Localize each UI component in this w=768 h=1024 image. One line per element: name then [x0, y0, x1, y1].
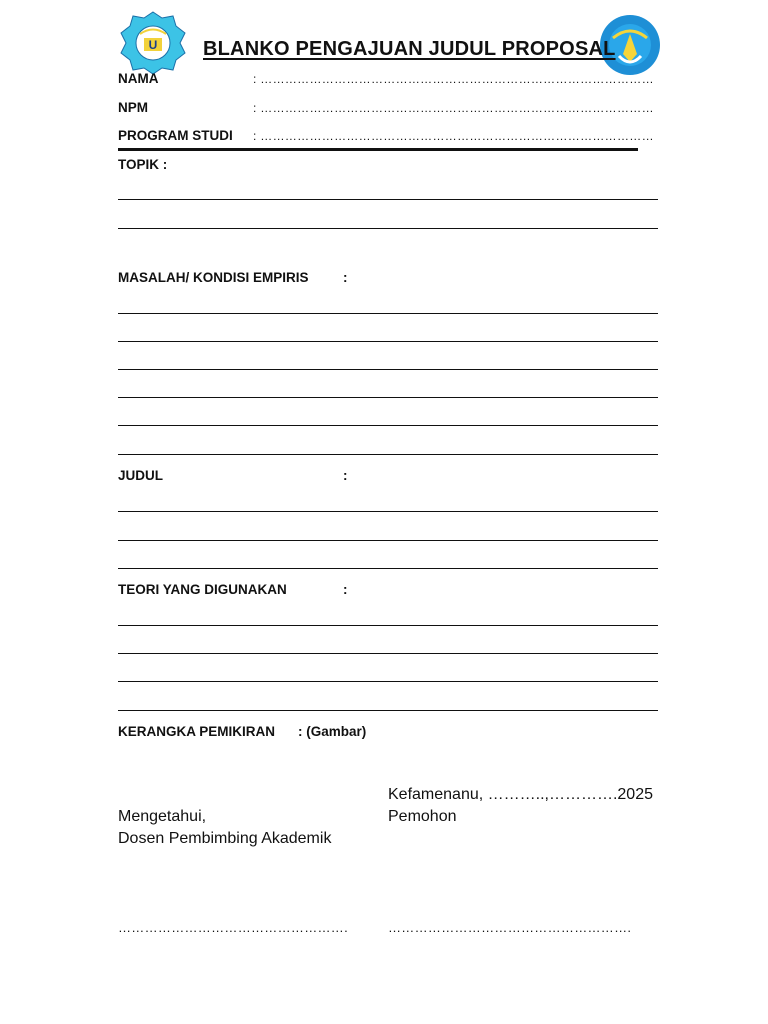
- place-date: Kefamenanu, ………..,………….2025: [388, 786, 653, 803]
- judul-line[interactable]: [118, 568, 658, 569]
- masalah-line[interactable]: [118, 313, 658, 314]
- pemohon-signature-line[interactable]: ……………………………………………….: [388, 920, 632, 935]
- program-studi-field[interactable]: : ……………………………………………………………………………………: [253, 129, 654, 143]
- topik-line[interactable]: [118, 199, 658, 200]
- judul-line[interactable]: [118, 540, 658, 541]
- teori-label: TEORI YANG DIGUNAKAN: [118, 582, 287, 597]
- masalah-line[interactable]: [118, 425, 658, 426]
- teori-line[interactable]: [118, 625, 658, 626]
- form-title: BLANKO PENGAJUAN JUDUL PROPOSAL: [203, 38, 616, 60]
- masalah-line[interactable]: [118, 397, 658, 398]
- masalah-colon: :: [343, 270, 348, 285]
- teori-colon: :: [343, 582, 348, 597]
- teori-line[interactable]: [118, 681, 658, 682]
- pemohon-label: Pemohon: [388, 808, 457, 825]
- masalah-line[interactable]: [118, 369, 658, 370]
- program-studi-label: PROGRAM STUDI: [118, 128, 233, 143]
- kerangka-value: : (Gambar): [298, 724, 367, 739]
- dosen-label: Dosen Pembimbing Akademik: [118, 830, 332, 847]
- npm-label: NPM: [118, 100, 148, 115]
- masalah-label: MASALAH/ KONDISI EMPIRIS: [118, 270, 309, 285]
- masalah-line[interactable]: [118, 454, 658, 455]
- topik-label: TOPIK :: [118, 157, 168, 172]
- nama-field[interactable]: : ……………………………………………………………………………………: [253, 72, 654, 86]
- university-logo: [118, 10, 188, 76]
- kerangka-label: KERANGKA PEMIKIRAN: [118, 724, 276, 739]
- svg-text:U: U: [148, 38, 158, 52]
- npm-field[interactable]: : ……………………………………………………………………………………: [253, 101, 654, 115]
- teori-line[interactable]: [118, 710, 658, 711]
- mengetahui-label: Mengetahui,: [118, 808, 207, 825]
- judul-line[interactable]: [118, 511, 658, 512]
- nama-label: NAMA: [118, 71, 159, 86]
- teori-line[interactable]: [118, 653, 658, 654]
- judul-colon: :: [343, 468, 348, 483]
- masalah-line[interactable]: [118, 341, 658, 342]
- topik-line[interactable]: [118, 228, 658, 229]
- header-divider: [118, 148, 638, 151]
- dosen-signature-line[interactable]: …………………………………………….: [118, 920, 349, 935]
- judul-label: JUDUL: [118, 468, 164, 483]
